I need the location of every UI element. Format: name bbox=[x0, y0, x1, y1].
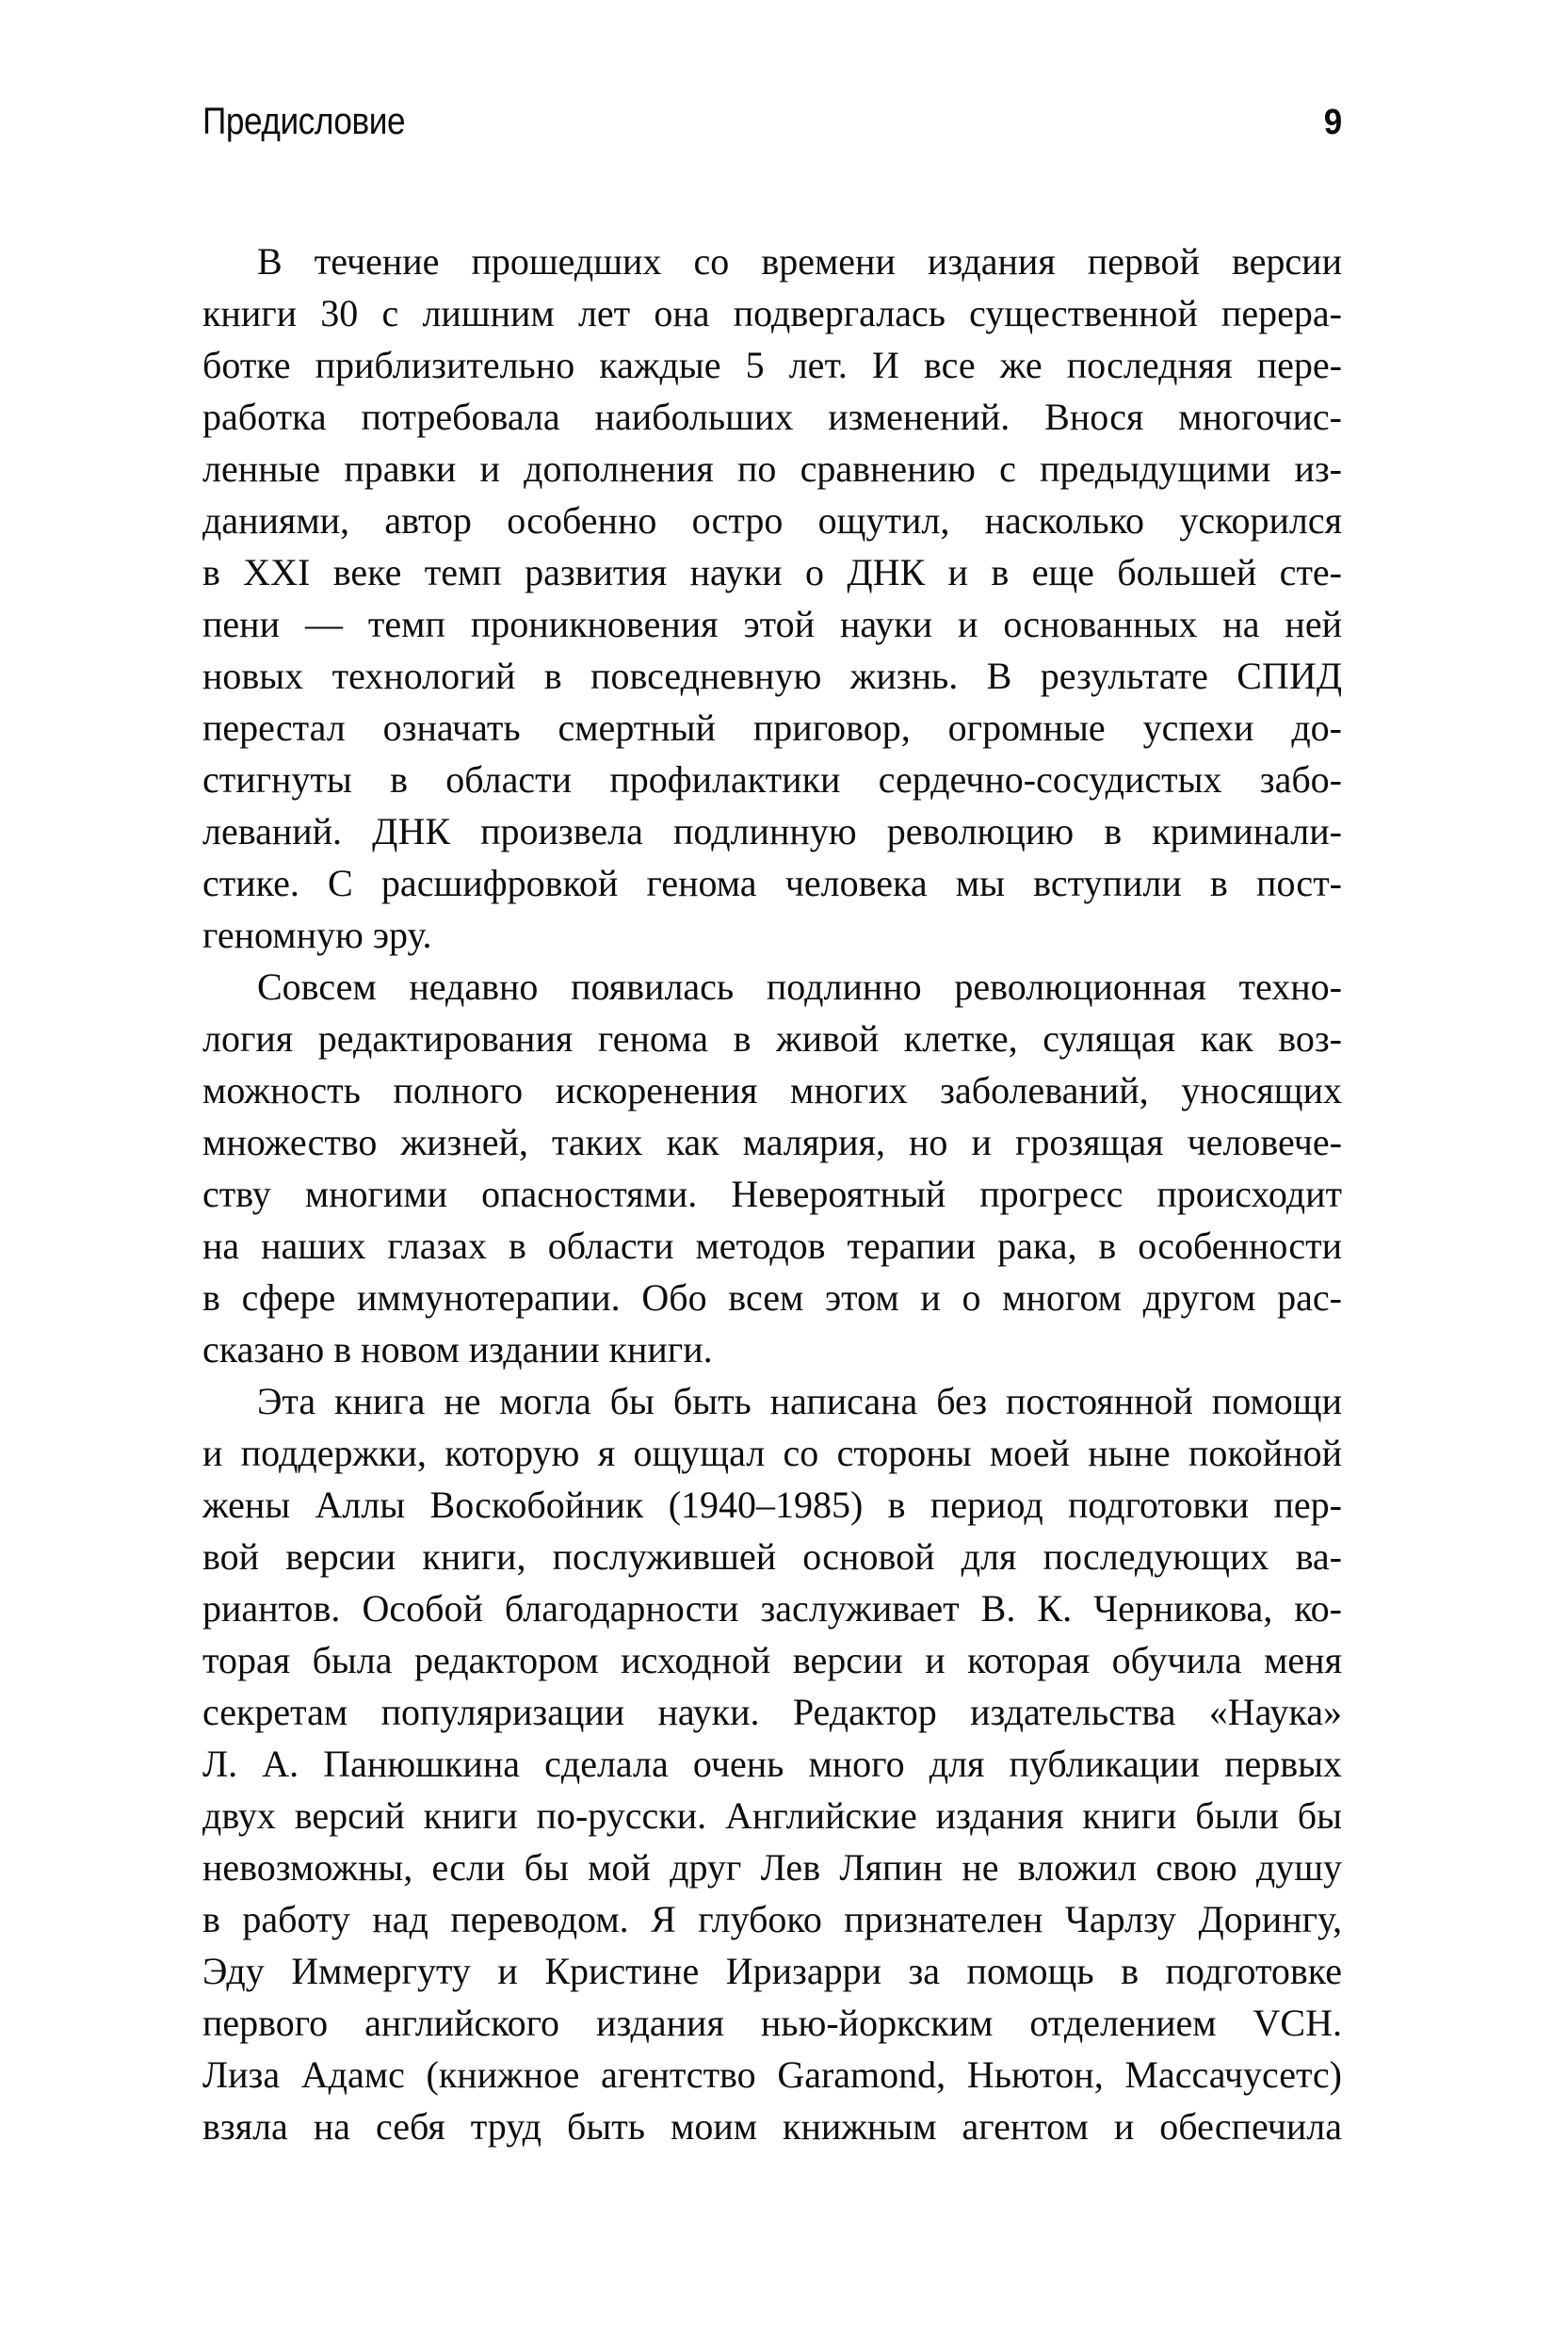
text-line: Эду Иммергуту и Кристине Иризарри за помощь в подготовке bbox=[202, 1950, 1342, 1992]
text-line: первого английского издания нью-йоркским отделением VCH. bbox=[202, 2002, 1342, 2044]
text-line: В течение прошедших со времени издания первой версии bbox=[257, 240, 1342, 283]
text-line: стике. С расшифровкой генома человека мы вступили в пост- bbox=[202, 862, 1342, 904]
text-line: новых технологий в повседневную жизнь. В результате СПИД bbox=[202, 655, 1342, 697]
paragraph bbox=[202, 1375, 1342, 2152]
text-line: можность полного искоренения многих заболеваний, уносящих bbox=[202, 1069, 1342, 1111]
text-line: даниями, автор особенно остро ощутил, насколько ускорился bbox=[202, 499, 1342, 542]
text-line: логия редактирования генома в живой клетке, сулящая как воз- bbox=[202, 1017, 1342, 1060]
paragraph bbox=[202, 961, 1342, 1375]
text-line: Совсем недавно появилась подлинно революционная техно- bbox=[257, 965, 1342, 1008]
text-line: Л. А. Панюшкина сделала очень много для публикации первых bbox=[202, 1743, 1342, 1785]
text-line: и поддержки, которую я ощущал со стороны моей ныне покойной bbox=[202, 1432, 1342, 1474]
text-line: ству многими опасностями. Невероятный прогресс происходит bbox=[202, 1173, 1342, 1215]
text-line: риантов. Особой благодарности заслуживает В. К. Черникова, ко- bbox=[202, 1587, 1342, 1630]
text-line: взяла на себя труд быть моим книжным агентом и обеспечила bbox=[202, 2105, 1342, 2148]
text-line: геномную эру. bbox=[202, 914, 432, 956]
running-head bbox=[202, 102, 1342, 142]
text-line: пени — темп проникновения этой науки и основанных на ней bbox=[202, 603, 1342, 645]
text-line: Эта книга не могла бы быть написана без постоянной помощи bbox=[257, 1380, 1342, 1422]
text-line: на наших глазах в области методов терапии рака, в особенности bbox=[202, 1225, 1342, 1267]
text-line: леваний. ДНК произвела подлинную революцию в криминали- bbox=[202, 810, 1342, 852]
text-line: в XXI веке темп развития науки о ДНК и в еще большей сте- bbox=[202, 551, 1342, 593]
text-line: сказано в новом издании книги. bbox=[202, 1328, 713, 1371]
text-block bbox=[202, 235, 1342, 2152]
text-line: торая была редактором исходной версии и которая обучила меня bbox=[202, 1639, 1342, 1681]
text-line: ботке приблизительно каждые 5 лет. И все же последняя пере- bbox=[202, 344, 1342, 386]
text-line: стигнуты в области профилактики сердечно-сосудистых забо- bbox=[202, 758, 1342, 801]
text-line: двух версий книги по-русски. Английские издания книги были бы bbox=[202, 1794, 1342, 1837]
page-number: 9 bbox=[1323, 103, 1342, 142]
text-line: секретам популяризации науки. Редактор издательства «Наука» bbox=[202, 1691, 1342, 1733]
text-line: работка потребовала наибольших изменений. Внося многочис- bbox=[202, 396, 1342, 438]
chapter-title: Предисловие bbox=[202, 101, 406, 142]
text-line: невозможны, если бы мой друг Лев Ляпин не вложил свою душу bbox=[202, 1846, 1342, 1889]
text-line: жены Аллы Воскобойник (1940–1985) в период подготовки пер- bbox=[202, 1484, 1342, 1526]
text-line: в работу над переводом. Я глубоко признателен Чарлзу Дорингу, bbox=[202, 1898, 1342, 1940]
paragraph bbox=[202, 235, 1342, 961]
text-line: множество жизней, таких как малярия, но и грозящая человече- bbox=[202, 1121, 1342, 1163]
text-line: вой версии книги, послужившей основой для последующих ва- bbox=[202, 1535, 1342, 1578]
text-line: ленные правки и дополнения по сравнению с предыдущими из- bbox=[202, 447, 1342, 490]
text-line: Лиза Адамс (книжное агентство Garamond, Ньютон, Массачусетс) bbox=[202, 2053, 1342, 2096]
text-line: в сфере иммунотерапии. Обо всем этом и о многом другом рас- bbox=[202, 1276, 1342, 1319]
text-line: перестал означать смертный приговор, огромные успехи до- bbox=[202, 706, 1342, 749]
text-line: книги 30 с лишним лет она подвергалась существенной перера- bbox=[202, 292, 1342, 334]
